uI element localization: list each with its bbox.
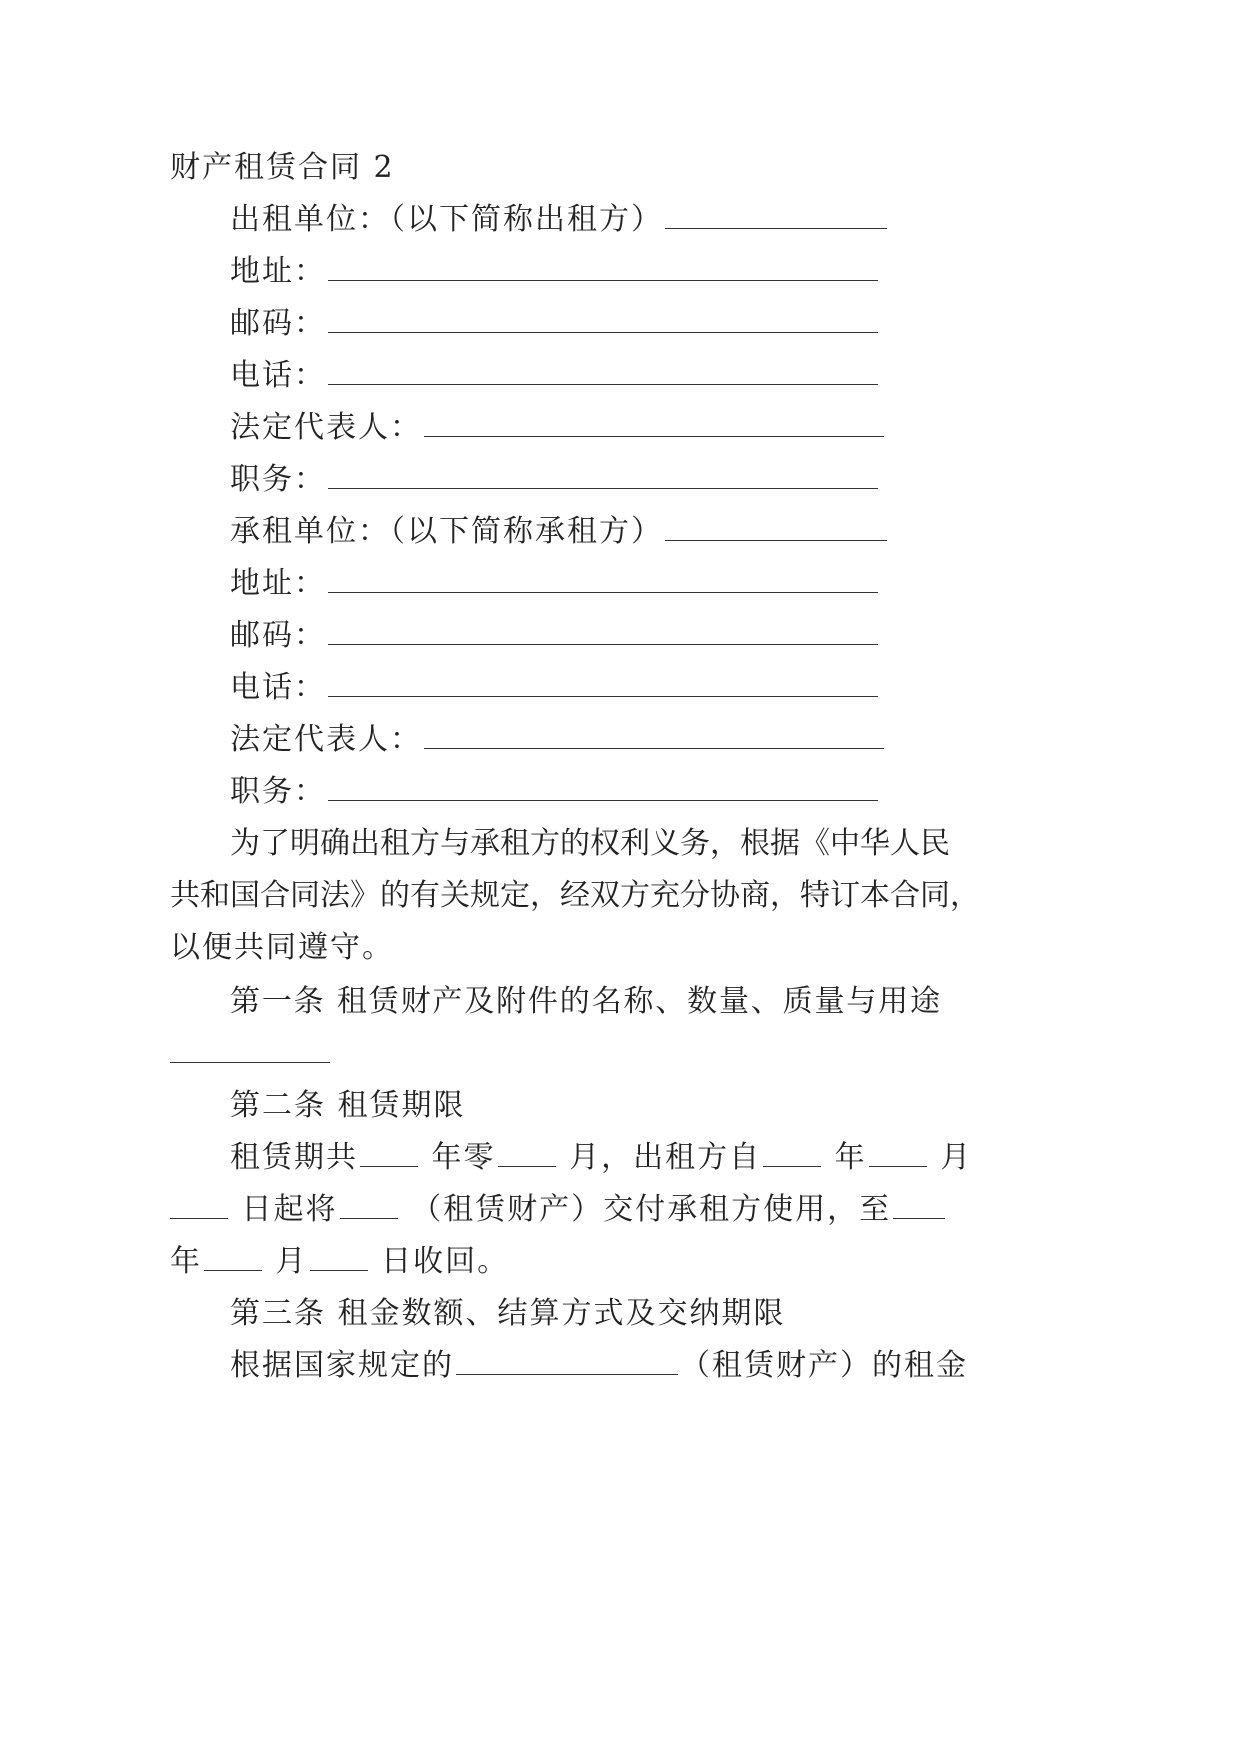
lessee-position-row	[230, 774, 880, 810]
lessee-legal-rep-label: 法定代表人：	[230, 722, 422, 757]
article-2-text-7: （租赁财产）交付承租方使用，至	[411, 1192, 892, 1227]
article-2-text-4: 年	[834, 1140, 867, 1175]
lessee-phone-blank[interactable]	[328, 670, 878, 697]
lessee-postcode-label: 邮码：	[230, 618, 326, 653]
article-2-text-3: 月，出租方自	[569, 1140, 762, 1175]
article-2-line-2	[170, 1192, 947, 1228]
lessee-heading: 承租单位：（以下简称承租方）	[230, 514, 663, 549]
start-month-blank[interactable]	[869, 1140, 927, 1167]
lessor-address-label: 地址：	[230, 254, 326, 289]
lessee-address-blank[interactable]	[328, 566, 878, 593]
article-1-blank-row	[170, 1036, 332, 1072]
start-year-blank[interactable]	[763, 1140, 821, 1167]
lessor-phone-label: 电话：	[230, 358, 326, 393]
article-2-text-10: 日收回。	[381, 1244, 510, 1279]
document-title: 财产租赁合同 2	[170, 150, 395, 185]
lessee-name-blank[interactable]	[665, 514, 887, 541]
lessor-phone-row	[230, 358, 880, 394]
lessor-heading-row	[230, 202, 889, 238]
lessee-legal-rep-row	[230, 722, 886, 758]
lessor-position-row	[230, 462, 880, 498]
article-1-heading: 第一条 租赁财产及附件的名称、数量、质量与用途	[230, 984, 940, 1019]
rent-property-blank[interactable]	[456, 1348, 678, 1375]
lessor-position-blank[interactable]	[328, 462, 878, 489]
lessor-address-row	[230, 254, 880, 290]
lessor-heading: 出租单位：（以下简称出租方）	[230, 202, 663, 237]
lessee-heading-row	[230, 514, 889, 550]
lease-months-blank[interactable]	[498, 1140, 556, 1167]
article-2-text-6: 日起将	[241, 1192, 338, 1227]
end-year-blank[interactable]	[893, 1192, 945, 1219]
lessor-legal-rep-label: 法定代表人：	[230, 410, 422, 445]
lessor-address-blank[interactable]	[328, 254, 878, 281]
lessee-address-row	[230, 566, 880, 602]
lessor-phone-blank[interactable]	[328, 358, 878, 385]
article-2-line-3	[170, 1244, 509, 1280]
preamble-line-3: 以便共同遵守。	[170, 930, 394, 965]
lessee-position-blank[interactable]	[328, 774, 878, 801]
article-2-text-2: 年零	[431, 1140, 496, 1175]
lessor-legal-rep-row	[230, 410, 886, 446]
article-2-text-8: 年	[170, 1244, 202, 1279]
lease-years-blank[interactable]	[360, 1140, 418, 1167]
lease-property-blank[interactable]	[340, 1192, 398, 1219]
article-2-heading: 第二条 租赁期限	[230, 1088, 466, 1123]
article-3-text-2: （租赁财产）的租金	[680, 1348, 968, 1383]
lessee-phone-row	[230, 670, 880, 706]
lessee-postcode-row	[230, 618, 880, 654]
lessee-legal-rep-blank[interactable]	[424, 722, 884, 749]
lessee-postcode-blank[interactable]	[328, 618, 878, 645]
lessor-postcode-row	[230, 306, 880, 342]
article-3-text-1: 根据国家规定的	[230, 1348, 454, 1383]
article-2-text-5: 月	[940, 1140, 973, 1175]
article-2-text-1: 租赁期共	[230, 1140, 358, 1175]
article-2-text-9: 月	[275, 1244, 308, 1279]
article-2-line-1	[230, 1140, 972, 1176]
lessor-position-label: 职务：	[230, 462, 326, 497]
lessor-postcode-label: 邮码：	[230, 306, 326, 341]
start-day-blank[interactable]	[170, 1192, 228, 1219]
article-3-line-1	[230, 1348, 968, 1384]
lessor-name-blank[interactable]	[665, 202, 887, 229]
article-3-heading: 第三条 租金数额、结算方式及交纳期限	[230, 1296, 786, 1331]
end-month-blank[interactable]	[204, 1244, 262, 1271]
lessee-phone-label: 电话：	[230, 670, 326, 705]
article-1-blank[interactable]	[170, 1036, 330, 1063]
lessor-legal-rep-blank[interactable]	[424, 410, 884, 437]
preamble-line-1: 为了明确出租方与承租方的权利义务，根据《中华人民	[230, 826, 950, 861]
lessee-address-label: 地址：	[230, 566, 326, 601]
end-day-blank[interactable]	[310, 1244, 368, 1271]
lessor-postcode-blank[interactable]	[328, 306, 878, 333]
lessee-position-label: 职务：	[230, 774, 326, 809]
preamble-line-2: 共和国合同法》的有关规定，经双方充分协商，特订本合同，	[170, 878, 980, 913]
